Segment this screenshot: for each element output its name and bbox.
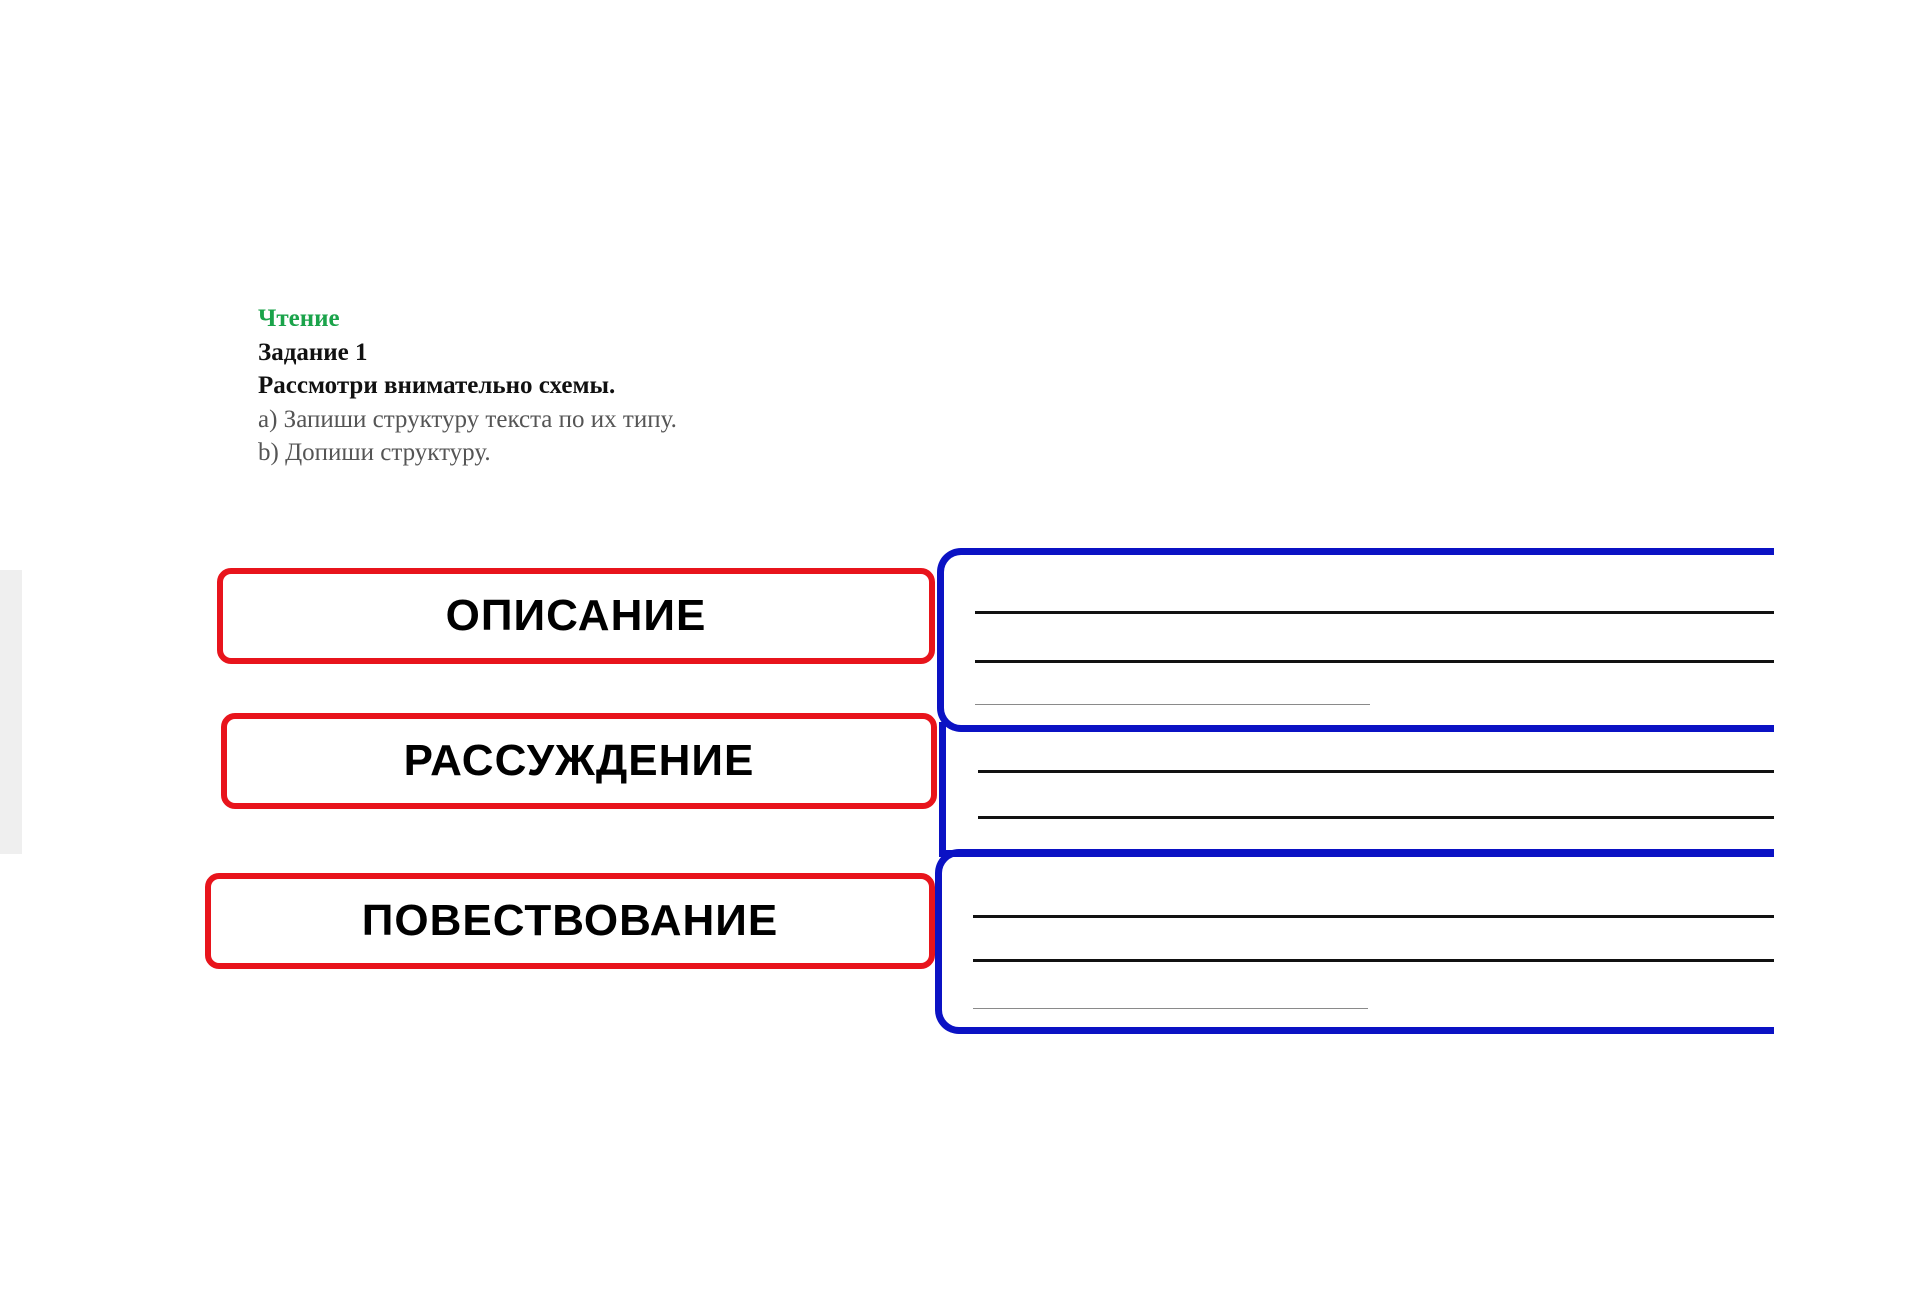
answer-box-narration [935, 849, 1774, 1034]
side-strip [0, 570, 22, 854]
answer-line[interactable] [973, 915, 1774, 918]
label-box-description [217, 568, 935, 664]
task-title: Задание 1 [258, 338, 368, 366]
label-box-reasoning [221, 713, 937, 809]
answer-line[interactable] [975, 611, 1774, 614]
answer-line[interactable] [978, 770, 1774, 773]
label-description: ОПИСАНИЕ [445, 591, 707, 640]
answer-line-short[interactable] [973, 1008, 1368, 1009]
answer-line-short[interactable] [975, 704, 1370, 705]
task-intro [258, 302, 677, 470]
answer-line[interactable] [975, 660, 1774, 663]
label-reasoning: РАССУЖДЕНИЕ [403, 736, 755, 785]
task-item-b: b) Допиши структуру. [258, 439, 491, 466]
answer-line[interactable] [973, 959, 1774, 962]
label-box-narration [205, 873, 935, 969]
answer-box-reasoning [939, 722, 1774, 857]
task-instruction: Рассмотри внимательно схемы. [258, 372, 616, 399]
section-heading: Чтение [258, 305, 340, 332]
label-narration: ПОВЕСТВОВАНИЕ [361, 896, 779, 945]
task-item-a: a) Запиши структуру текста по их типу. [258, 405, 677, 433]
answer-line[interactable] [978, 816, 1774, 819]
